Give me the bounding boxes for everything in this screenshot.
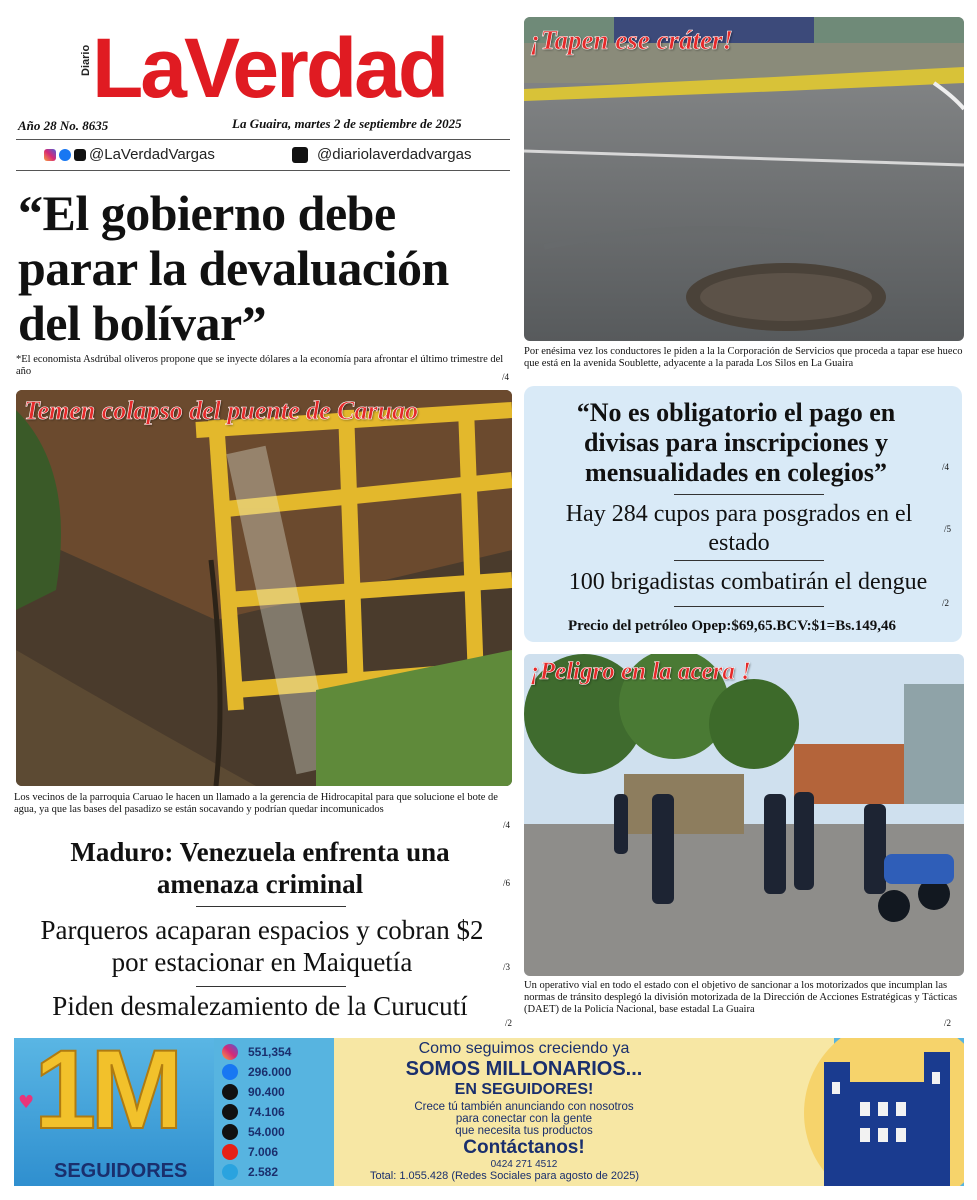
banner-copy <box>334 1040 714 1170</box>
banner-contact[interactable]: Contáctanos! <box>463 1137 585 1158</box>
crater-title: ¡Tapen ese cráter! <box>530 25 733 55</box>
banner-line5: para conectar con la gente <box>455 1113 593 1125</box>
bridge-page-ref: /4 <box>503 820 511 830</box>
instagram-icon <box>44 149 56 161</box>
masthead-diario: Diario <box>80 44 92 76</box>
threads-icon <box>222 1084 238 1100</box>
facebook-icon <box>59 149 71 161</box>
sidewalk-photo[interactable] <box>524 654 964 976</box>
castle-icon <box>814 1042 964 1186</box>
banner-line3: EN SEGUIDORES! <box>454 1081 594 1098</box>
stat-value: 90.400 <box>248 1085 285 1099</box>
crater-photo-illustration <box>524 17 964 341</box>
dengue-headline: 100 brigadistas combatirán el dengue <box>568 569 928 595</box>
curucuti-ref: /2 <box>505 1018 513 1028</box>
social-handles-left[interactable] <box>44 146 215 163</box>
posgrados-ref: /5 <box>944 524 952 534</box>
parqueros-ref: /3 <box>503 962 511 972</box>
sidewalk-title: ¡Peligro en la acera ! <box>530 658 751 685</box>
bridge-photo[interactable] <box>16 390 512 786</box>
issue-number: Año 28 No. 8635 <box>18 118 109 133</box>
bridge-caption: Los vecinos de la parroquia Caruao le hacen un llamado a la gerencia de Hidrocapital para que solucione el bote de agua, ya que las bases del pasadizo se están socavando y podrían quedar incomunicados <box>14 792 498 815</box>
stat-value: 54.000 <box>248 1125 285 1139</box>
education-headline: “No es obligatorio el pago en divisas para inscripciones y mensualidades en colegios” <box>576 398 896 487</box>
education-box[interactable] <box>524 386 962 642</box>
bridge-title: Temen colapso del puente de Caruao <box>24 396 419 425</box>
stat-x <box>222 1102 328 1122</box>
bridge-photo-illustration <box>16 390 512 786</box>
banner-line4: Crece tú también anunciando con nosotros <box>414 1101 634 1113</box>
stat-value: 551,354 <box>248 1045 292 1059</box>
banner-line6: que necesita tus productos <box>455 1125 593 1137</box>
education-divider-1 <box>674 494 824 495</box>
crater-caption: Por enésima vez los conductores le piden a la la Corporación de Servicios que proceda a tapar ese hueco que está en la avenida Soublette, adyacente a la parada Los Silos en La Guaira <box>524 346 963 369</box>
banner-total: Total: 1.055.428 (Redes Sociales para agosto de 2025) <box>370 1170 640 1182</box>
x-icon <box>74 149 86 161</box>
masthead-rule-top <box>16 139 510 140</box>
stat-tiktok <box>222 1122 328 1142</box>
oil-price-line: Precio del petróleo Opep:$69,65.BCV:$1=Bs.149,46 <box>567 618 897 634</box>
stat-threads <box>222 1082 328 1102</box>
parqueros-headline[interactable]: Parqueros acaparan espacios y cobran $2 por estacionar en Maiquetía <box>40 915 484 977</box>
sidewalk-page-ref: /2 <box>944 1018 952 1028</box>
social-handle-left: @LaVerdadVargas <box>89 146 215 163</box>
left-divider-2 <box>196 986 346 987</box>
banner-line1: Como seguimos creciendo ya <box>418 1040 630 1057</box>
dengue-ref: /2 <box>942 598 950 608</box>
education-divider-3 <box>674 606 824 607</box>
stat-youtube <box>222 1142 328 1162</box>
masthead-rule-bottom <box>16 170 510 171</box>
heart-icon: ♥ <box>18 1092 35 1113</box>
banner-seguidores: SEGUIDORES <box>54 1160 188 1182</box>
stat-telegram <box>222 1162 328 1182</box>
tiktok-icon <box>292 147 308 163</box>
banner-stats <box>218 1042 328 1182</box>
social-handle-right: @diariolaverdadvargas <box>317 146 472 163</box>
maduro-ref: /6 <box>503 878 511 888</box>
sidewalk-caption: Un operativo vial en todo el estado con el objetivo de sancionar a los motorizados que incumplan las normas de tránsito desplegó la división motorizada de la Dirección de Acciones Estratégicas y Tácticas (DAET) de la Policía Nacional, base estadal La Guaira <box>524 980 958 1015</box>
main-deck: *El economista Asdrúbal oliveros propone que se inyecte dólares a la economía para afrontar el último trimestre del año <box>16 354 504 377</box>
crater-photo[interactable] <box>524 17 964 341</box>
maduro-headline[interactable]: Maduro: Venezuela enfrenta una amenaza criminal <box>70 837 450 899</box>
main-headline[interactable]: “El gobierno debe parar la devaluación del bolívar” <box>18 185 449 351</box>
stat-instagram <box>222 1042 328 1062</box>
stat-value: 74.106 <box>248 1105 285 1119</box>
left-divider-1 <box>196 906 346 907</box>
stat-facebook <box>222 1062 328 1082</box>
telegram-icon <box>222 1164 238 1180</box>
stat-value: 296.000 <box>248 1065 292 1079</box>
x-icon <box>222 1104 238 1120</box>
banner-1m: 1M <box>34 1038 178 1152</box>
instagram-icon <box>222 1044 238 1060</box>
stat-value: 7.006 <box>248 1145 279 1159</box>
banner-phone[interactable]: 0424 271 4512 <box>490 1159 558 1170</box>
education-ref: /4 <box>942 462 950 472</box>
tiktok-icon <box>222 1124 238 1140</box>
dateline: La Guaira, martes 2 de septiembre de 2025 <box>232 116 462 131</box>
youtube-icon <box>222 1144 238 1160</box>
social-handles-right[interactable] <box>292 146 471 163</box>
stat-value: 2.582 <box>248 1165 279 1179</box>
facebook-icon <box>222 1064 238 1080</box>
newspaper-logo[interactable]: LaVerdad <box>92 21 447 115</box>
sidewalk-photo-illustration <box>524 654 964 976</box>
posgrados-headline: Hay 284 cupos para posgrados en el estado <box>565 501 913 556</box>
education-divider-2 <box>674 560 824 561</box>
followers-banner[interactable] <box>14 1038 964 1186</box>
banner-line2: SOMOS MILLONARIOS... <box>405 1058 643 1080</box>
curucuti-headline[interactable]: Piden desmalezamiento de la Curucutí <box>52 991 468 1021</box>
main-page-ref: /4 <box>502 372 510 382</box>
